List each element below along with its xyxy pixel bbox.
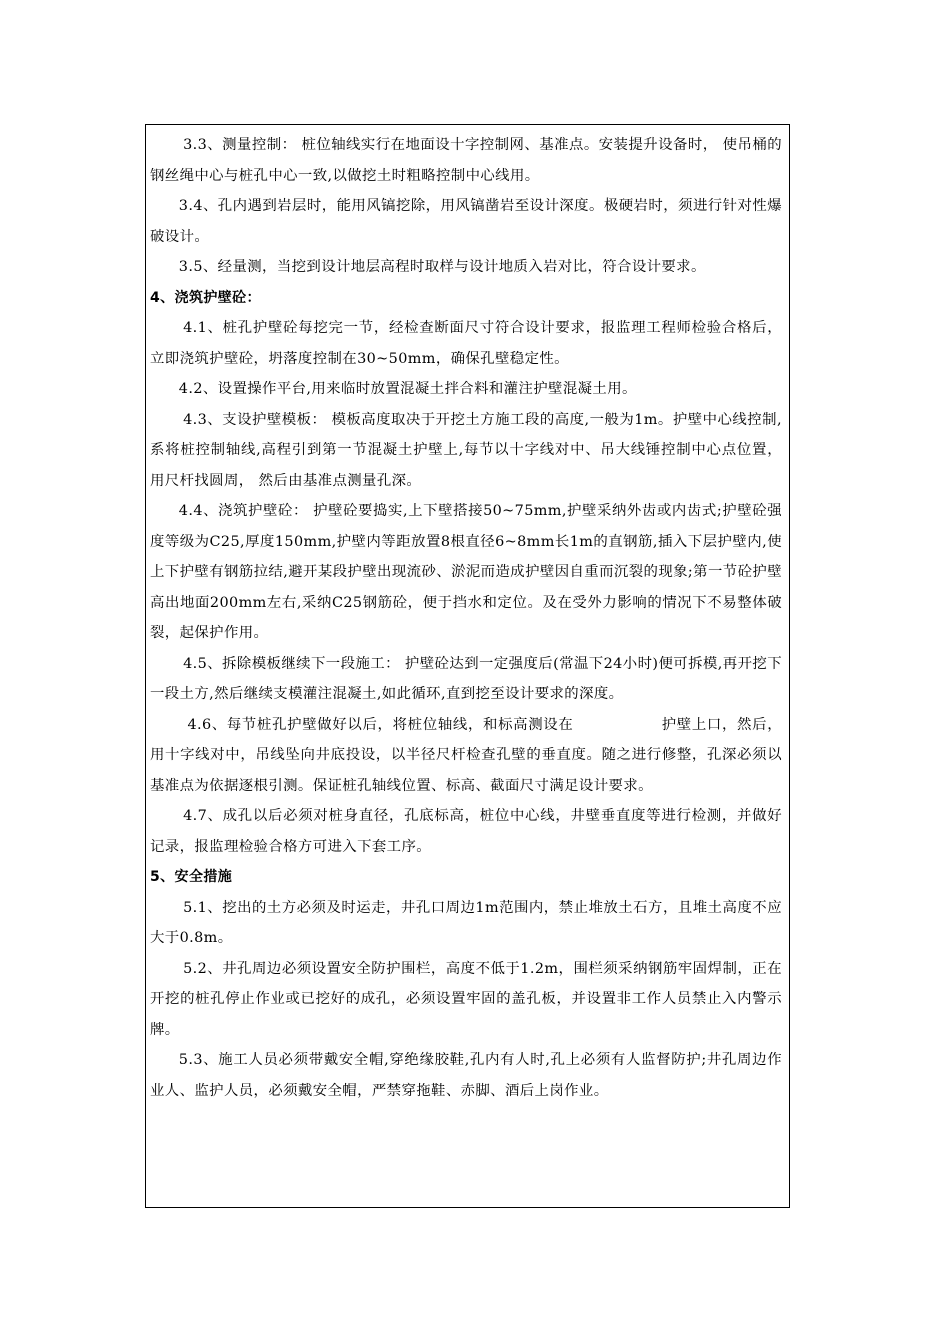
- paragraph-4-6: [150, 710, 782, 802]
- paragraph-4-6-part-b: 护壁上口，然后，用十字线对中，吊线坠向井底投设，以半径尺杆检查孔壁的垂直度。随之进行修整，孔深必须以基准点为依据逐根引测。保证桩孔轴线位置、标高、截面尺寸满足设计要求。: [150, 716, 782, 794]
- paragraph-3-5: 3.5、经量测，当挖到设计地层高程时取样与设计地质入岩对比，符合设计要求。: [178, 259, 706, 275]
- paragraph-4-3: 4.3、支设护壁模板： 模板高度取决于开挖土方施工段的高度,一般为1m。护壁中心线控制,系将桩控制轴线,高程引到第一节混凝土护壁上,每节以十字线对中、吊大线锤控制中心点位置， 用尺杆找圆周， 然后由基准点测量孔深。: [150, 411, 782, 489]
- section-5-heading: 5、安全措施: [150, 869, 233, 885]
- paragraph-5-2: 5.2、井孔周边必须设置安全防护围栏，高度不低于1.2m，围栏须采纳钢筋牢固焊制，正在开挖的桩孔停止作业或已挖好的成孔，必须设置牢固的盖孔板，并设置非工作人员禁止入内警示牌。: [150, 960, 782, 1038]
- paragraph-3-4: 3.4、孔内遇到岩层时，能用风镐挖除，用风镐凿岩至设计深度。极硬岩时，须进行针对性爆破设计。: [150, 198, 782, 245]
- document-body: [150, 130, 782, 1106]
- paragraph-4-7: 4.7、成孔以后必须对桩身直径，孔底标高，桩位中心线，井壁垂直度等进行检测，并做好记录，报监理检验合格方可进入下套工序。: [150, 808, 782, 855]
- paragraph-3-3: 3.3、测量控制： 桩位轴线实行在地面设十字控制网、基准点。安装提升设备时， 使吊桶的钢丝绳中心与桩孔中心一致,以做挖土时粗略控制中心线用。: [150, 137, 782, 184]
- section-4-heading: 4、浇筑护壁砼：: [150, 289, 261, 306]
- paragraph-5-3: 5.3、施工人员必须带戴安全帽,穿绝缘胶鞋,孔内有人时,孔上必须有人监督防护;井孔周边作业人、监护人员，必须戴安全帽，严禁穿拖鞋、赤脚、酒后上岗作业。: [150, 1052, 782, 1099]
- paragraph-4-6-part-a: 4.6、每节桩孔护壁做好以后，将桩位轴线，和标高测设在: [187, 716, 574, 733]
- paragraph-4-4: 4.4、浇筑护壁砼： 护壁砼要捣实,上下壁搭接50~75mm,护壁采纳外齿或内齿式;护壁砼强度等级为C25,厚度150mm,护壁内等距放置8根直径6~8mm长1m的直钢筋,插入下层护壁内,使上下护壁有钢筋拉结,避开某段护壁出现流砂、淤泥而造成护壁因自重而沉裂的现象;第一节砼护壁高出地面200mm左右,采纳C25钢筋砼，便于挡水和定位。及在受外力影响的情况下不易整体破裂，起保护作用。: [150, 503, 782, 641]
- paragraph-4-5: 4.5、拆除模板继续下一段施工： 护壁砼达到一定强度后(常温下24小时)便可拆模,再开挖下一段土方,然后继续支模灌注混凝土,如此循环,直到挖至设计要求的深度。: [150, 655, 782, 702]
- paragraph-4-2: 4.2、设置操作平台,用来临时放置混凝土拌合料和灌注护壁混凝土用。: [178, 381, 637, 397]
- paragraph-5-1: 5.1、挖出的土方必须及时运走，井孔口周边1m范围内，禁止堆放土石方，且堆土高度不应大于0.8m。: [150, 899, 782, 946]
- paragraph-4-1: 4.1、桩孔护壁砼每挖完一节，经检查断面尺寸符合设计要求，报监理工程师检验合格后，立即浇筑护壁砼，坍落度控制在30~50mm，确保孔壁稳定性。: [150, 320, 782, 367]
